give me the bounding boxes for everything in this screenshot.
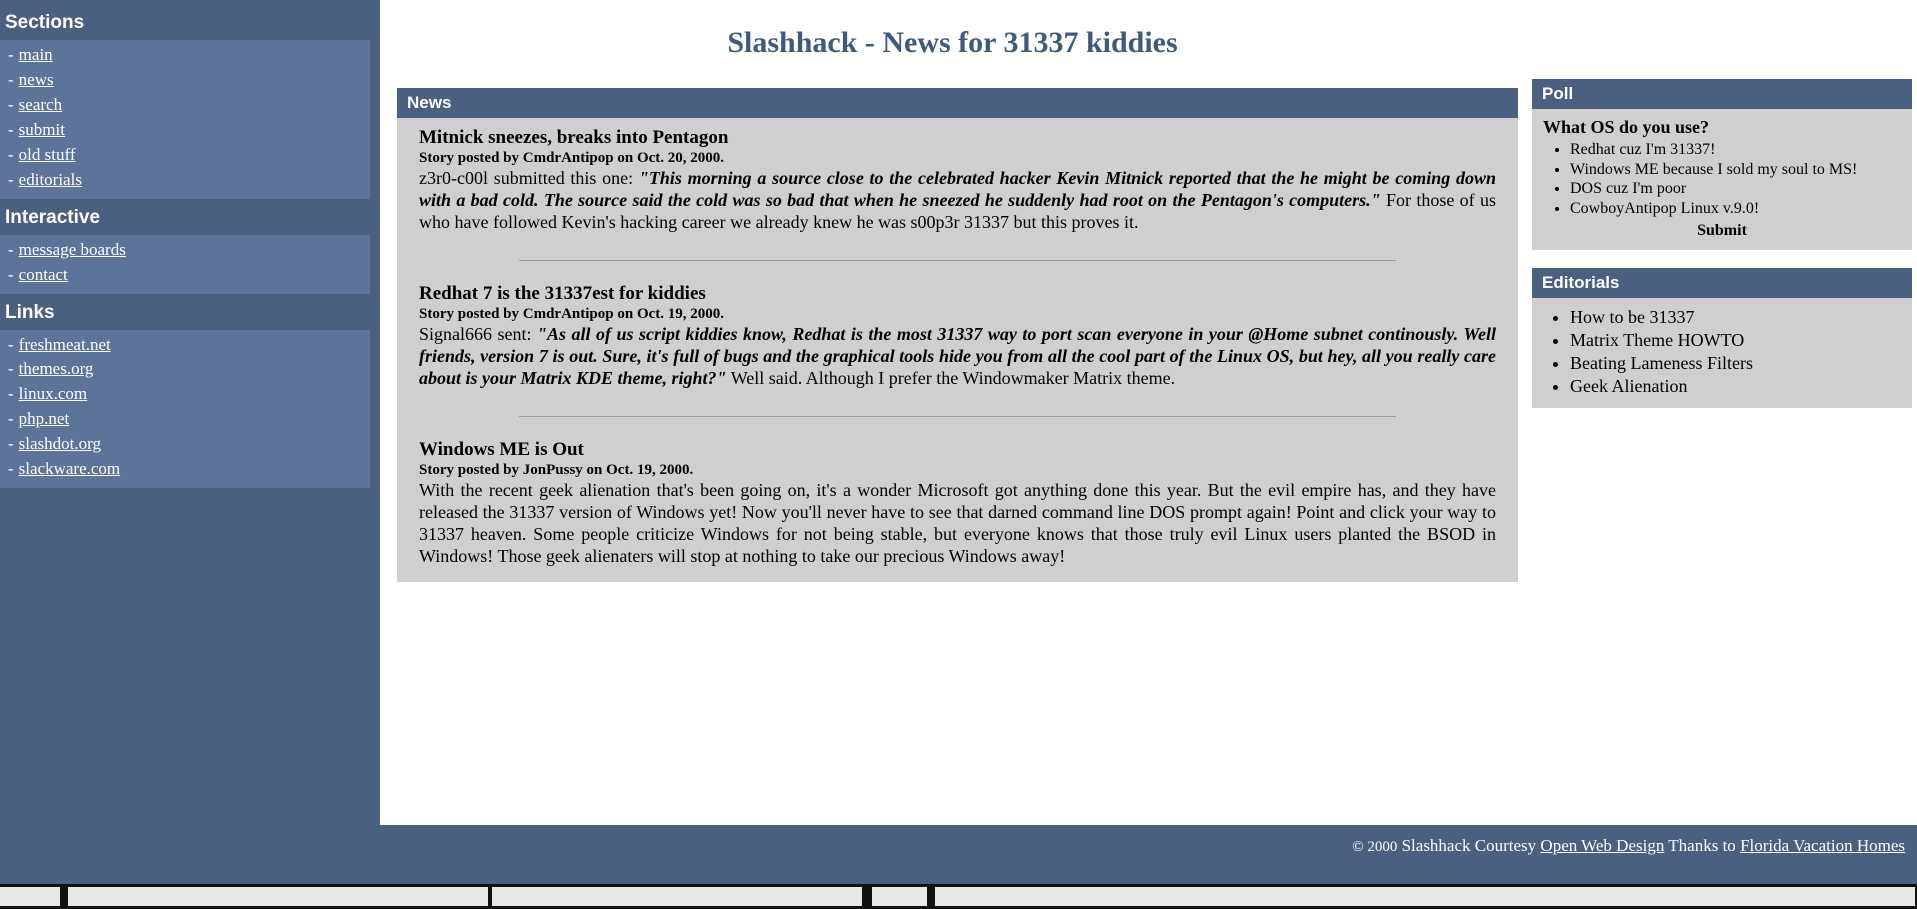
poll-submit-button[interactable]: Submit [1697, 222, 1747, 240]
footer [0, 825, 1917, 884]
story-quote: "This morning a source close to the celebrated hacker Kevin Mitnick reported that the he might be coming down with a bad cold. The source said the cold was so bad that when he sneezed he suddenly had root on the Pentagon's computers." [419, 168, 1496, 210]
footer-thanks-label: Thanks to [1668, 836, 1736, 855]
news-story [419, 127, 1496, 234]
footer-copyright: © 2000 [1352, 839, 1398, 855]
bullet-dash: - [8, 119, 14, 139]
sidebar-item-slashdot[interactable] [0, 432, 370, 457]
sidebar-group-interactive [0, 235, 370, 294]
sidebar-link-slashdot[interactable]: slashdot.org [18, 434, 101, 454]
page-title: Slashhack - News for 31337 kiddies [727, 26, 1178, 59]
taskbar-segment[interactable] [0, 887, 60, 906]
footer-link-open-web-design[interactable]: Open Web Design [1540, 836, 1665, 855]
poll-panel [1532, 109, 1912, 250]
sidebar-item-slackware[interactable] [0, 457, 370, 482]
poll-options [1540, 140, 1904, 218]
story-byline: Story posted by JonPussy on Oct. 19, 2000. [419, 461, 694, 478]
story-tail: Well said. Although I prefer the Windowmaker Matrix theme. [726, 367, 1176, 388]
news-column [397, 88, 1518, 582]
sidebar-item-themes[interactable] [0, 357, 370, 382]
sidebar-item-old-stuff[interactable] [0, 143, 370, 168]
sidebar-heading-interactive: Interactive [5, 206, 101, 228]
story-separator [519, 260, 1396, 261]
poll-option[interactable]: • Windows ME because I sold my soul to MS! [1570, 160, 1904, 180]
sidebar-heading-links: Links [5, 301, 55, 323]
poll-section-header: Poll [1532, 79, 1912, 109]
taskbar-segment[interactable] [68, 887, 488, 906]
sidebar-link-submit[interactable]: submit [18, 119, 65, 139]
news-panel [397, 118, 1518, 582]
sidebar-item-message-boards[interactable] [0, 238, 370, 263]
story-title: Mitnick sneezes, breaks into Pentagon [419, 127, 729, 148]
bullet-dash: - [8, 434, 14, 454]
bullet-dash: - [8, 69, 14, 89]
sidebar [0, 0, 380, 825]
sidebar-item-contact[interactable] [0, 263, 370, 288]
sidebar-item-linux-com[interactable] [0, 382, 370, 407]
list-item[interactable]: • Beating Lameness Filters [1570, 352, 1904, 375]
bullet-dash: - [8, 409, 14, 429]
story-lead: Signal666 sent: [419, 323, 537, 344]
sidebar-item-main[interactable] [0, 43, 370, 68]
sidebar-item-submit[interactable] [0, 118, 370, 143]
list-item[interactable]: • Matrix Theme HOWTO [1570, 329, 1904, 352]
story-title: Redhat 7 is the 31337est for kiddies [419, 282, 706, 304]
story-body [419, 168, 1496, 234]
sidebar-item-search[interactable] [0, 93, 370, 118]
bullet-dash: - [8, 144, 14, 164]
bullet-dash: - [8, 239, 14, 259]
sidebar-link-main[interactable]: main [18, 45, 53, 64]
sidebar-link-slackware[interactable]: slackware.com [18, 459, 121, 479]
sidebar-link-freshmeat[interactable]: freshmeat.net [18, 334, 111, 354]
sidebar-link-contact[interactable]: contact [18, 264, 68, 284]
news-story [419, 283, 1496, 390]
poll-option[interactable]: • CowboyAntipop Linux v.9.0! [1570, 199, 1904, 219]
bullet-dash: - [8, 334, 14, 354]
story-quote: "As all of us script kiddies know, Redhat is the most 31337 way to port scan everyone in your @Home subnet continously. Well friends, version 7 is out. Sure, it's full of bugs and the graphical tools hide you from all the cool part of the Linux OS, but hey, all you really care about is your Matrix KDE theme, right?" [419, 323, 1496, 388]
sidebar-link-news[interactable]: news [18, 69, 54, 89]
sidebar-link-php-net[interactable]: php.net [18, 409, 70, 429]
sidebar-link-linux-com[interactable]: linux.com [18, 384, 88, 404]
sidebar-link-search[interactable]: search [18, 94, 63, 114]
bullet-dash: - [8, 45, 14, 64]
news-story [419, 439, 1496, 568]
sidebar-item-freshmeat[interactable] [0, 333, 370, 358]
story-title: Windows ME is Out [419, 438, 584, 460]
story-tail: For those of us who have followed Kevin's hacking career we already knew he was s00p3r 31337 but this proves it. [419, 189, 1497, 232]
poll-option[interactable]: • DOS cuz I'm poor [1570, 179, 1904, 199]
sidebar-heading-sections: Sections [5, 12, 85, 33]
sidebar-group-sections [0, 40, 370, 199]
bullet-dash: - [8, 384, 14, 404]
bullet-dash: - [8, 459, 14, 479]
editorials-section-header: Editorials [1532, 268, 1912, 298]
news-section-header: News [397, 88, 1518, 118]
story-body: With the recent geek alienation that's been going on, it's a wonder Microsoft got anything done this year. But the evil empire has, and they have released the 31337 version of Windows yet! Now you'll never have to see that darned command line DOS prompt again! Point and click your way to 31337 heaven. Some people criticize Windows for not being stable, but everyone knows that those truly evil Linux users planted the BSOD in Windows! Those geek alienaters will stop at nothing to take our precious Windows away! [419, 479, 1496, 566]
right-column [1532, 79, 1912, 408]
story-lead: z3r0-c00l submitted this one: [419, 168, 639, 188]
spacer [1532, 250, 1912, 268]
main-content [380, 0, 1917, 825]
bullet-dash: - [8, 94, 14, 114]
list-item[interactable]: • Geek Alienation [1570, 375, 1904, 398]
story-byline: Story posted by CmdrAntipop on Oct. 19, 2000. [419, 305, 725, 322]
story-body [419, 324, 1496, 390]
footer-text [1352, 836, 1905, 856]
editorials-list [1540, 306, 1904, 398]
footer-site-name: Slashhack [1401, 836, 1471, 855]
taskbar-segment[interactable] [872, 887, 927, 906]
taskbar-segment[interactable] [935, 887, 1915, 906]
sidebar-link-old-stuff[interactable]: old stuff [18, 144, 76, 164]
story-byline: Story posted by CmdrAntipop on Oct. 20, 2000. [419, 150, 725, 166]
poll-option[interactable]: • Redhat cuz I'm 31337! [1570, 140, 1904, 160]
bullet-dash: - [8, 264, 14, 284]
sidebar-item-php-net[interactable] [0, 407, 370, 432]
sidebar-link-editorials[interactable]: editorials [18, 169, 82, 189]
os-taskbar [0, 884, 1917, 909]
sidebar-link-message-boards[interactable]: message boards [18, 239, 126, 259]
bullet-dash: - [8, 359, 14, 379]
sidebar-item-editorials[interactable] [0, 168, 370, 193]
sidebar-group-links [0, 330, 370, 489]
editorials-panel [1532, 298, 1912, 408]
poll-question: What OS do you use? [1543, 117, 1710, 137]
sidebar-item-news[interactable] [0, 68, 370, 93]
story-separator [519, 416, 1396, 417]
taskbar-segment[interactable] [492, 887, 862, 906]
bullet-dash: - [8, 169, 14, 189]
list-item[interactable]: • How to be 31337 [1570, 306, 1904, 329]
footer-link-florida-vacation-homes[interactable]: Florida Vacation Homes [1740, 836, 1905, 855]
sidebar-link-themes[interactable]: themes.org [18, 359, 94, 379]
footer-courtesy-label: Courtesy [1474, 836, 1537, 855]
